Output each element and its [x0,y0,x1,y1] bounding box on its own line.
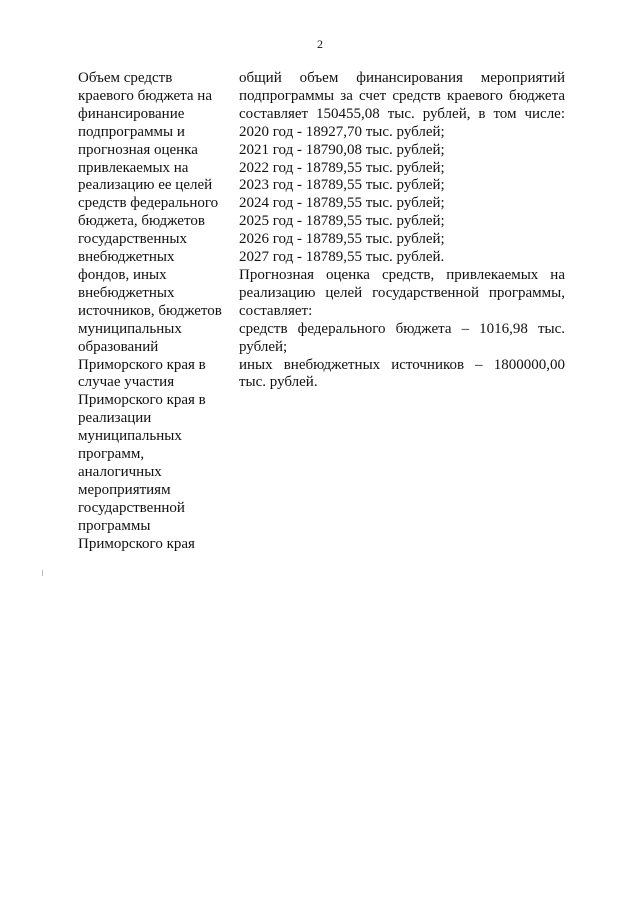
year-item: 2021 год - 18790,08 тыс. рублей; [239,141,445,158]
label-line: фондов, иных [78,266,167,283]
scan-artifact [42,570,43,576]
label-line: муниципальных [78,320,182,337]
label-line: прогнозная оценка [78,141,198,158]
label-line: программ, [78,446,145,463]
year-item: 2026 год - 18789,55 тыс. рублей; [239,231,445,248]
year-item: 2027 год - 18789,55 тыс. рублей. [239,249,445,266]
label-line: привлекаемых на [78,159,189,176]
year-item: 2022 год - 18789,55 тыс. рублей; [239,159,445,176]
label-line: мероприятиям [78,481,171,498]
intro-line: подпрограммы за счет средств краевого бюджета [239,87,565,104]
label-line: Приморского края в [78,392,206,409]
forecast-line: реализацию целей государственной программы, [239,284,565,301]
label-line: Приморского края в [78,356,206,373]
label-line: реализацию ее целей [78,177,213,194]
other-sources-line: тыс. рублей. [239,374,318,391]
forecast-line: Прогнозная оценка средств, привлекаемых на [239,266,565,283]
funding-value-cell [239,70,565,392]
label-line: бюджета, бюджетов [78,213,205,230]
label-line: государственных [78,231,187,248]
intro-line: общий объем финансирования мероприятий [239,70,565,86]
year-item: 2020 год - 18927,70 тыс. рублей; [239,123,445,140]
label-line: Объем средств [78,70,173,86]
label-line: подпрограммы и [78,123,185,140]
label-line: внебюджетных [78,284,175,301]
year-item: 2024 год - 18789,55 тыс. рублей; [239,195,445,212]
federal-budget-line: рублей; [239,338,288,355]
label-line: программы [78,517,151,534]
federal-budget-line: средств федерального бюджета – 1016,98 тыс. [239,320,565,337]
year-item: 2025 год - 18789,55 тыс. рублей; [239,213,445,230]
intro-line: составляет 150455,08 тыс. рублей, в том числе: [239,105,565,122]
label-line: внебюджетных [78,249,175,266]
label-line: финансирование [78,105,185,122]
year-item: 2023 год - 18789,55 тыс. рублей; [239,177,445,194]
label-line: государственной [78,499,185,516]
label-line: краевого бюджета на [78,87,212,104]
label-line: муниципальных [78,428,182,445]
label-line: источников, бюджетов [78,302,222,319]
yearly-funding-list [239,124,565,267]
label-line: случае участия [78,374,175,391]
label-line: Приморского края [78,535,195,552]
other-sources-line: иных внебюджетных источников – 1800000,00 [239,356,565,373]
forecast-line: составляет: [239,302,313,319]
label-line: аналогичных [78,463,162,480]
funding-label-cell [78,70,238,553]
page-number: 2 [317,37,323,51]
label-line: средств федерального [78,195,219,212]
label-line: реализации [78,410,152,427]
label-line: образований [78,338,159,355]
